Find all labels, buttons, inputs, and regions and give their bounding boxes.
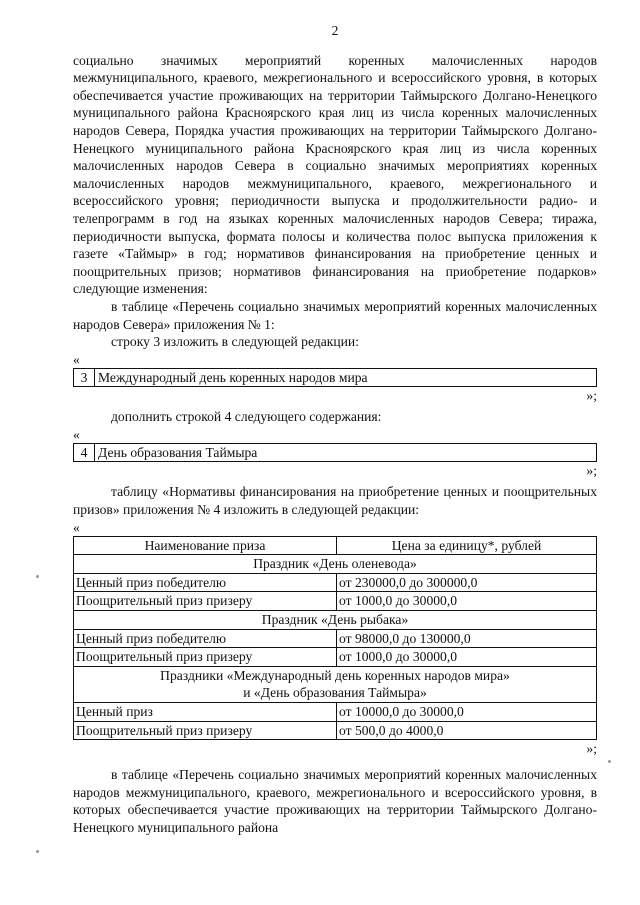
prize-price-cell: от 10000,0 до 30000,0 [337, 703, 597, 722]
paragraph-row4-add: дополнить строкой 4 следующего содержания: [111, 409, 382, 425]
section-title-cell [74, 666, 597, 702]
prize-name-cell: Ценный приз победителю [74, 573, 337, 592]
table-row [74, 721, 597, 740]
final-paragraph: в таблице «Перечень социально значимых мероприятий коренных малочисленных народов межмуниципального, краевого, межрегионального и всероссийского уровня, в которых обеспечивается участие проживающих на территории Таймырского Долгано-Ненецкого муниципального района [73, 767, 597, 835]
section-title: Праздник «День оленевода» [74, 555, 597, 574]
prize-name-cell: Поощрительный приз призеру [74, 648, 337, 667]
section-title-line2: и «День образования Таймыра» [243, 685, 427, 701]
row3-number: 3 [74, 368, 95, 387]
paragraph-table4-change: таблицу «Нормативы финансирования на приобретение ценных и поощрительных призов» приложения № 4 изложить в следующей редакции: [73, 484, 597, 518]
row4-text: День образования Таймыра [95, 443, 597, 462]
row4-number: 4 [74, 443, 95, 462]
column-header-prize-name: Наименование приза [74, 536, 337, 555]
prize-name-cell: Поощрительный приз призеру [74, 721, 337, 740]
open-quote: « [73, 519, 80, 535]
scan-speck [36, 575, 39, 578]
prize-price-cell: от 1000,0 до 30000,0 [337, 592, 597, 611]
prize-norms-table [73, 536, 597, 741]
section-title: Праздники «Международный день коренных народов мира» [160, 667, 510, 683]
document-page [73, 22, 597, 837]
table-row [74, 629, 597, 648]
table-row [74, 573, 597, 592]
table-row [74, 592, 597, 611]
paragraph-table1-change: в таблице «Перечень социально значимых мероприятий коренных малочисленных народов Севера» приложения № 1: [73, 298, 597, 332]
paragraph-row3-change: строку 3 изложить в следующей редакции: [111, 334, 359, 350]
prize-price-cell: от 230000,0 до 300000,0 [337, 573, 597, 592]
column-header-price: Цена за единицу*, рублей [337, 536, 597, 555]
prize-price-cell: от 1000,0 до 30000,0 [337, 648, 597, 667]
row3-text: Международный день коренных народов мира [95, 368, 597, 387]
intro-paragraph: социально значимых мероприятий коренных малочисленных народов межмуниципального, краевого, межрегионального и всероссийского уровня, в которых обеспечивается участие проживающих на территории Таймырского Долгано-Ненецкого муниципального района Красноярского края лиц из числа коренных малочисленных народов Севера, Порядка участия проживающих на территории Таймырского Долгано-Ненецкого муниципального района Красноярского края лиц из числа коренных малочисленных народов Севера в социально значимых мероприятиях коренных малочисленных народов межмуниципального, краевого, межрегионального и всероссийского уровня; периодичности выпуска и продолжительности радио- и телепрограмм в год на языках коренных малочисленных народов Севера; тиража, периодичности выпуска, формата полосы и количества полос выпуска приложения к газете «Таймыр» в год; нормативов финансирования на приобретение ценных и поощрительных призов; нормативов финансирования на приобретение подарков» следующие изменения: [73, 52, 597, 297]
page-number: 2 [331, 23, 339, 38]
prize-name-cell: Поощрительный приз призеру [74, 592, 337, 611]
scan-speck [36, 850, 39, 853]
close-quote: »; [586, 463, 597, 479]
section-title: Праздник «День рыбака» [74, 611, 597, 630]
section-row [74, 555, 597, 574]
row4-table [73, 443, 597, 463]
close-quote: »; [586, 388, 597, 404]
section-row [74, 611, 597, 630]
open-quote: « [73, 426, 80, 442]
close-quote: »; [586, 741, 597, 757]
prize-name-cell: Ценный приз [74, 703, 337, 722]
table-row [74, 443, 597, 462]
scan-speck [608, 760, 611, 763]
prize-price-cell: от 98000,0 до 130000,0 [337, 629, 597, 648]
row3-table [73, 368, 597, 388]
table-header-row [74, 536, 597, 555]
open-quote: « [73, 351, 80, 367]
prize-name-cell: Ценный приз победителю [74, 629, 337, 648]
table-row [74, 703, 597, 722]
table-row [74, 368, 597, 387]
section-row [74, 666, 597, 702]
prize-price-cell: от 500,0 до 4000,0 [337, 721, 597, 740]
table-row [74, 648, 597, 667]
